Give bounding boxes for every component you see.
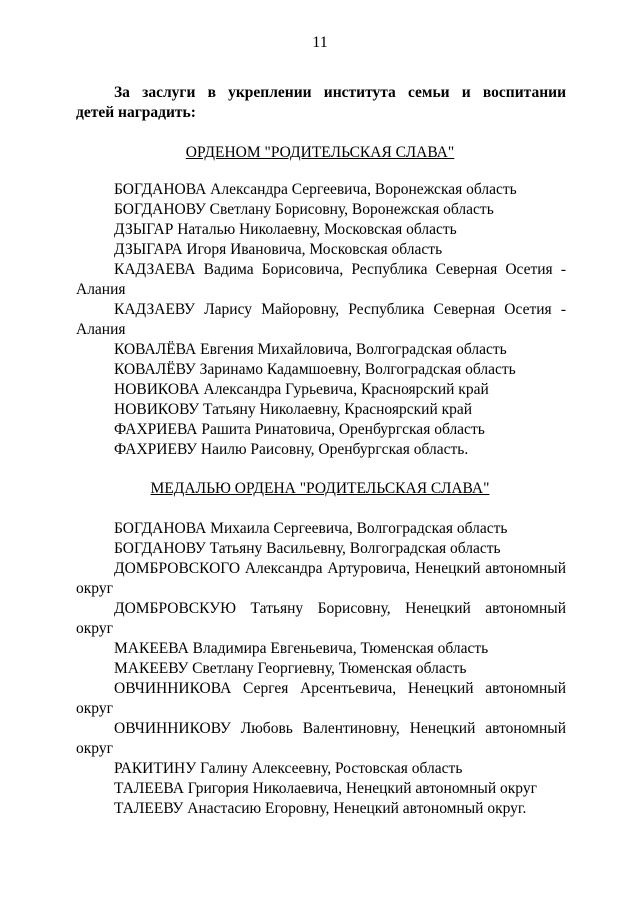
entry-line: КАДЗАЕВА Вадима Борисовича, Республика Северная Осетия - [114, 261, 566, 278]
award-entry [76, 180, 566, 200]
award-entry [76, 759, 566, 779]
entry-line: БОГДАНОВУ Татьяну Васильевну, Волгоградская область [114, 540, 501, 557]
entry-continuation: округ [76, 620, 113, 637]
entry-line: НОВИКОВА Александра Гурьевича, Красноярский край [114, 381, 489, 398]
entry-continuation: округ [76, 580, 113, 597]
entry-line: ОВЧИННИКОВА Сергея Арсентьевича, Ненецкий автономный [114, 680, 566, 697]
award-entry [76, 539, 566, 559]
entry-line: ТАЛЕЕВУ Анастасию Егоровну, Ненецкий автономный округ. [114, 800, 527, 817]
intro-line-1: За заслуги в укреплении института семьи и воспитании [114, 84, 566, 101]
entry-line: ДЗЫГАР Наталью Николаевну, Московская область [114, 221, 457, 238]
award-entry [76, 599, 566, 639]
award-entry [76, 200, 566, 220]
entry-line: ДЗЫГАРА Игоря Ивановича, Московская область [114, 241, 443, 258]
entry-line: КОВАЛЁВА Евгения Михайловича, Волгоградская область [114, 341, 507, 358]
section-heading: ОРДЕНОМ "РОДИТЕЛЬСКАЯ СЛАВА" [185, 144, 455, 161]
award-entry [76, 400, 566, 420]
award-entry [76, 639, 566, 659]
award-entry [76, 679, 566, 719]
award-entry [76, 360, 566, 380]
entry-line: ОВЧИННИКОВУ Любовь Валентиновну, Ненецкий автономный [114, 720, 566, 737]
entry-line: РАКИТИНУ Галину Алексеевну, Ростовская область [114, 760, 463, 777]
award-entry [76, 240, 566, 260]
entry-line: ТАЛЕЕВА Григория Николаевича, Ненецкий автономный округ [114, 780, 537, 797]
entry-line: ФАХРИЕВА Рашита Ринатовича, Оренбургская область [114, 421, 485, 438]
entry-line: ФАХРИЕВУ Наилю Раисовну, Оренбургская область. [114, 441, 469, 458]
page-number: 11 [312, 34, 328, 51]
entry-line: МАКЕЕВУ Светлану Георгиевну, Тюменская область [114, 660, 467, 677]
award-entry [76, 779, 566, 799]
entry-line: ДОМБРОВСКОГО Александра Артуровича, Ненецкий автономный [114, 560, 566, 577]
award-entry [76, 340, 566, 360]
entry-continuation: округ [76, 740, 113, 757]
award-entry [76, 220, 566, 240]
entry-continuation: Алания [76, 321, 126, 338]
entry-continuation: округ [76, 700, 113, 717]
award-entry [76, 519, 566, 539]
award-entry [76, 440, 566, 460]
entry-line: КАДЗАЕВУ Ларису Майоровну, Республика Северная Осетия - [114, 301, 566, 318]
entry-line: БОГДАНОВА Михаила Сергеевича, Волгоградская область [114, 520, 508, 537]
section-heading: МЕДАЛЬЮ ОРДЕНА "РОДИТЕЛЬСКАЯ СЛАВА" [150, 480, 490, 497]
award-entry [76, 260, 566, 300]
award-entry [76, 300, 566, 340]
entry-line: ДОМБРОВСКУЮ Татьяну Борисовну, Ненецкий автономный [114, 600, 566, 617]
award-entry [76, 380, 566, 400]
award-entry [76, 719, 566, 759]
entry-line: МАКЕЕВА Владимира Евгеньевича, Тюменская область [114, 640, 489, 657]
entry-continuation: Алания [76, 281, 126, 298]
award-entry [76, 559, 566, 599]
entry-line: БОГДАНОВА Александра Сергеевича, Воронежская область [114, 181, 517, 198]
entry-line: НОВИКОВУ Татьяну Николаевну, Красноярский край [114, 401, 473, 418]
award-entry [76, 420, 566, 440]
intro-line-2: детей наградить: [76, 104, 196, 121]
entry-line: БОГДАНОВУ Светлану Борисовну, Воронежская область [114, 201, 494, 218]
entry-line: КОВАЛЁВУ Заринамо Кадамшоевну, Волгоградская область [114, 361, 516, 378]
award-entry [76, 799, 566, 819]
award-entry [76, 659, 566, 679]
